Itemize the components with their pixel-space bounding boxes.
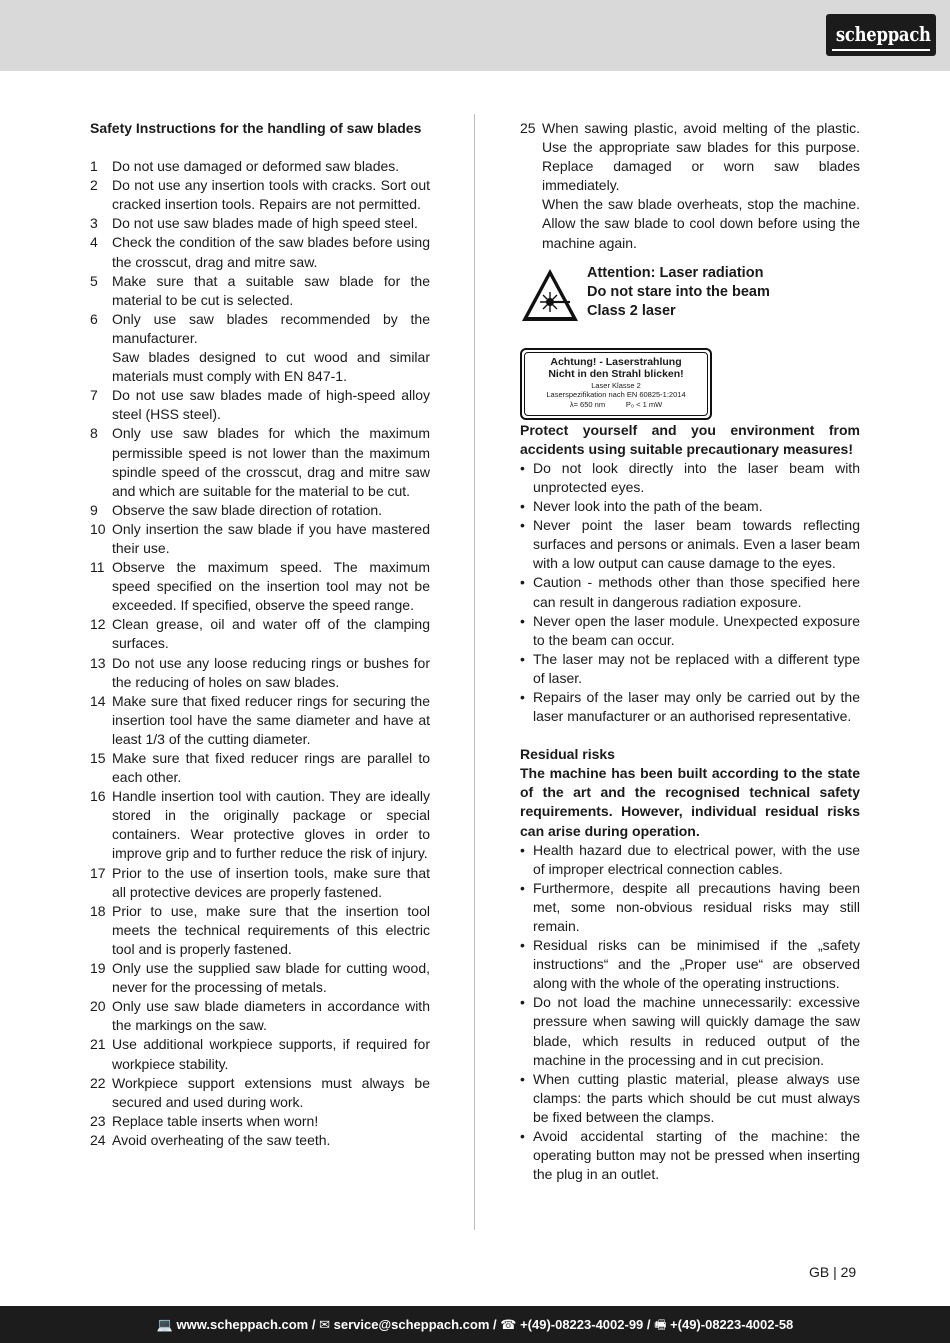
laser-warning-icon — [520, 267, 580, 323]
list-item — [90, 997, 430, 1035]
item-text — [112, 520, 430, 558]
item-text-part: Do not use damaged or deformed saw blades. — [112, 158, 400, 175]
footer-bar: 💻 www.scheppach.com / ✉ service@scheppach.com / ☎ +(49)-08223-4002-99 / 🖷 +(49)-08223-4002-58 — [0, 1306, 950, 1343]
bullet-text: The laser may not be replaced with a different type of laser. — [533, 650, 860, 686]
bullet-dot: • — [520, 994, 525, 1011]
item-text — [112, 157, 430, 176]
list-item — [90, 654, 430, 692]
list-item — [90, 558, 430, 615]
item-number: 21 — [90, 1036, 106, 1053]
list-item — [520, 119, 860, 253]
list-item — [90, 157, 430, 176]
list-item — [90, 902, 430, 959]
item-number: 12 — [90, 616, 106, 633]
laser-warning-block — [520, 259, 860, 409]
label-line: Laser Klasse 2 — [591, 380, 641, 390]
item-text — [112, 692, 430, 749]
label-line: Nicht in den Strahl blicken! — [548, 368, 684, 381]
bullet-item — [520, 516, 860, 573]
item-text-part: Observe the saw blade direction of rotation. — [112, 501, 383, 518]
list-item — [90, 272, 430, 310]
left-column — [90, 119, 430, 1150]
item-text-part: Only insertion the saw blade if you have mastered their use. — [112, 520, 430, 556]
item-text-part: Only use saw blades recommended by the manufacturer. — [112, 310, 430, 346]
list-item — [90, 787, 430, 863]
item-text-part: Handle insertion tool with caution. They are ideally stored in the originally package or special containers. Wear protective gloves in order to improve grip and to further reduce the risk of injury. — [112, 788, 430, 862]
item-text-part: Workpiece support extensions must always be secured and used during work. — [112, 1074, 430, 1110]
item-text-part: Avoid overheating of the saw teeth. — [112, 1131, 331, 1148]
bullet-item — [520, 936, 860, 993]
item-text — [112, 214, 430, 233]
list-item — [90, 864, 430, 902]
list-item — [90, 501, 430, 520]
fax-number: +(49)-08223-4002-58 — [670, 1317, 794, 1332]
list-item — [90, 424, 430, 500]
item-text-part: Check the condition of the saw blades before using the crosscut, drag and mitre saw. — [112, 234, 430, 270]
right-column — [520, 119, 860, 1184]
item-number: 23 — [90, 1112, 106, 1129]
item-text — [112, 1074, 430, 1112]
item-text-part: Only use saw blades for which the maximum permissible speed is not lower than the maximum spindle speed of the crosscut, drag and mitre saw and which are suitable for the material to be cut. — [112, 425, 430, 499]
phone-icon: ☎ — [500, 1317, 517, 1332]
item-text-part: Do not use any insertion tools with cracks. Sort out cracked insertion tools. Repairs are not permitted. — [112, 177, 430, 213]
list-item — [90, 176, 430, 214]
bullet-text: Never point the laser beam towards reflecting surfaces and persons or animals. Even a laser beam with a low output can cause damage to the eyes. — [533, 517, 860, 572]
list-item — [90, 749, 430, 787]
item-text — [112, 997, 430, 1035]
bullet-item — [520, 841, 860, 879]
list-item — [90, 520, 430, 558]
phone-number: +(49)-08223-4002-99 — [520, 1317, 644, 1332]
bullet-dot: • — [520, 1128, 525, 1145]
bullet-dot: • — [520, 937, 525, 954]
item-text — [112, 787, 430, 863]
item-number: 19 — [90, 960, 106, 977]
item-text-part: Do not use any loose reducing rings or bushes for the reducing of holes on saw blades. — [112, 654, 430, 690]
bullet-dot: • — [520, 688, 525, 705]
email-link[interactable]: service@scheppach.com — [333, 1317, 490, 1332]
list-item — [90, 1112, 430, 1131]
scheppach-logo — [826, 14, 936, 56]
bullet-item — [520, 688, 860, 726]
item-number: 15 — [90, 750, 106, 766]
item-number: 5 — [90, 272, 98, 289]
residual-risks-intro: The machine has been built according to the state of the art and the recognised technical safety requirements. However, individual residual risks can arise during operation. — [520, 765, 860, 839]
bullet-text: Caution - methods other than those specified here can result in dangerous radiation exposure. — [533, 574, 860, 610]
bullet-item — [520, 1070, 860, 1127]
item-text — [112, 1035, 430, 1073]
label-line: Achtung! - Laserstrahlung — [550, 355, 682, 368]
bullet-dot: • — [520, 459, 525, 476]
item-number: 6 — [90, 310, 98, 327]
laser-warning-text: Attention: Laser radiation Do not stare into the beam Class 2 laser — [587, 264, 770, 320]
item-text — [112, 902, 430, 959]
email-icon: ✉ — [319, 1317, 330, 1332]
bullet-text: Health hazard due to electrical power, with the use of improper electrical connection cables. — [533, 841, 860, 877]
item-number: 25 — [520, 120, 536, 136]
item-number: 4 — [90, 234, 98, 251]
item-text-part: Replace table inserts when worn! — [112, 1112, 319, 1129]
item-number: 18 — [90, 902, 106, 919]
item-text — [112, 558, 430, 615]
list-item — [90, 1074, 430, 1112]
page-number: GB | 29 — [809, 1264, 857, 1280]
item-text — [112, 1112, 430, 1131]
bullet-dot: • — [520, 517, 525, 534]
bullet-text: Repairs of the laser may only be carried out by the laser manufacturer or an authorised representative. — [533, 688, 860, 725]
item-text-part: Make sure that fixed reducer rings are parallel to each other. — [112, 750, 430, 786]
item-text-part: Do not use saw blades made of high speed steel. — [112, 215, 418, 232]
column-divider — [474, 114, 475, 1230]
saw-blade-safety-heading: Safety Instructions for the handling of saw blades — [90, 120, 422, 136]
list-item — [90, 615, 430, 653]
bullet-item — [520, 650, 860, 688]
item-text-part: Prior to the use of insertion tools, make sure that all protective devices are properly fastened. — [112, 864, 430, 900]
item-number: 24 — [90, 1131, 106, 1148]
item-text — [112, 654, 430, 692]
item-number: 14 — [90, 692, 106, 709]
item-text — [112, 1131, 430, 1150]
item-number: 13 — [90, 654, 106, 671]
laser-class-label — [520, 348, 712, 420]
item-number: 2 — [90, 177, 98, 194]
item-text — [112, 424, 430, 500]
item-text-part: Use additional workpiece supports, if required for workpiece stability. — [112, 1036, 430, 1072]
item-number: 1 — [90, 158, 98, 175]
item-text-part: Observe the maximum speed. The maximum speed specified on the insertion tool may not be exceeded. If specified, observe the speed range. — [112, 559, 430, 614]
item-text — [112, 386, 430, 424]
fax-icon: 🖷 — [654, 1317, 667, 1332]
bullet-text: Residual risks can be minimised if the „safety instructions“ and the „Proper use“ are observed along with the whole of the operating instructions. — [533, 937, 860, 992]
bullet-item — [520, 612, 860, 650]
bullet-item — [520, 879, 860, 936]
item-number: 7 — [90, 387, 98, 404]
list-item — [90, 1035, 430, 1073]
header-bar — [0, 0, 950, 71]
list-item — [90, 959, 430, 997]
item-text-part: Do not use saw blades made of high-speed alloy steel (HSS steel). — [112, 387, 430, 423]
item-text-part: Saw blades designed to cut wood and similar materials must comply with EN 847-1. — [112, 349, 430, 385]
item-text — [112, 864, 430, 902]
bullet-item — [520, 1127, 860, 1184]
item-text: When sawing plastic, avoid melting of the plastic. Use the appropriate saw blades for this purpose. Replace damaged or worn saw blades immediately. When the saw blade overheats, stop the machine. Allow the saw blade to cool down before using the machine again. — [542, 120, 860, 251]
item-text-part: Make sure that a suitable saw blade for the material to be cut is selected. — [112, 272, 430, 308]
bullet-item — [520, 497, 860, 516]
item-text — [112, 615, 430, 653]
computer-icon: 💻 — [156, 1317, 173, 1332]
item-text-part: Make sure that fixed reducer rings for securing the insertion tool have the same diameter and have at least 1/3 of the cutting diameter. — [112, 692, 430, 747]
residual-risks-heading: Residual risks — [520, 746, 615, 763]
list-item — [90, 214, 430, 233]
item-text — [112, 959, 430, 997]
brand-name: scheppach — [835, 22, 931, 46]
bullet-dot: • — [520, 574, 525, 591]
list-item — [90, 386, 430, 424]
item-text — [112, 176, 430, 214]
item-text-part: Clean grease, oil and water off of the clamping surfaces. — [112, 616, 430, 652]
protect-heading: Protect yourself and you environment from accidents using suitable precautionary measures! — [520, 421, 860, 457]
bullet-dot: • — [520, 1070, 525, 1087]
bullet-text: Never open the laser module. Unexpected exposure to the beam can occur. — [533, 612, 860, 648]
item-number: 3 — [90, 215, 98, 232]
item-text-part: Only use saw blade diameters in accordance with the markings on the saw. — [112, 998, 430, 1034]
item-number: 11 — [90, 559, 105, 576]
residual-risks-list — [520, 841, 860, 1185]
bullet-text: When cutting plastic material, please always use clamps: the parts which should be cut must always be fixed between the clamps. — [533, 1070, 860, 1125]
saw-blade-safety-list — [90, 157, 430, 1150]
bullet-dot: • — [520, 879, 525, 896]
list-item — [90, 692, 430, 749]
bullet-item — [520, 459, 860, 497]
item-number: 9 — [90, 501, 98, 518]
website-link[interactable]: www.scheppach.com — [176, 1317, 309, 1332]
list-item — [90, 310, 430, 386]
item-text — [112, 272, 430, 310]
protect-list — [520, 459, 860, 726]
item-text — [112, 233, 430, 271]
item-number: 17 — [90, 864, 106, 881]
item-text-part: Only use the supplied saw blade for cutting wood, never for the processing of metals. — [112, 960, 430, 996]
bullet-dot: • — [520, 498, 525, 515]
bullet-text: Do not load the machine unnecessarily: excessive pressure when sawing will quickly damage the saw blade, which results in reduced output of the machine in the processing and in cut precision. — [533, 994, 860, 1068]
list-item — [90, 1131, 430, 1150]
list-item — [90, 233, 430, 271]
item-number: 16 — [90, 788, 106, 805]
item-number: 22 — [90, 1074, 106, 1091]
bullet-item — [520, 993, 860, 1069]
item-number: 8 — [90, 425, 98, 442]
item-text — [112, 749, 430, 787]
bullet-text: Avoid accidental starting of the machine: the operating button may not be pressed when inserting the plug in an outlet. — [533, 1128, 860, 1183]
bullet-text: Do not look directly into the laser beam with unprotected eyes. — [533, 459, 860, 495]
item-number: 10 — [90, 520, 106, 537]
label-line: λ= 650 nm P₀ < 1 mW — [569, 399, 663, 409]
item-text — [112, 310, 430, 386]
label-line: Laserspezifikation nach EN 60825-1:2014 — [546, 390, 686, 400]
bullet-text: Never look into the path of the beam. — [533, 498, 763, 515]
bullet-item — [520, 573, 860, 611]
item-number: 20 — [90, 998, 106, 1015]
bullet-dot: • — [520, 650, 525, 667]
bullet-text: Furthermore, despite all precautions having been met, some non-obvious residual risks may still remain. — [533, 879, 860, 934]
item-text-part: Prior to use, make sure that the insertion tool meets the technical requirements of this electric tool and is properly fastened. — [112, 902, 430, 957]
logo-underline — [832, 49, 930, 51]
bullet-dot: • — [520, 612, 525, 629]
bullet-dot: • — [520, 841, 525, 858]
item-text — [112, 501, 430, 520]
